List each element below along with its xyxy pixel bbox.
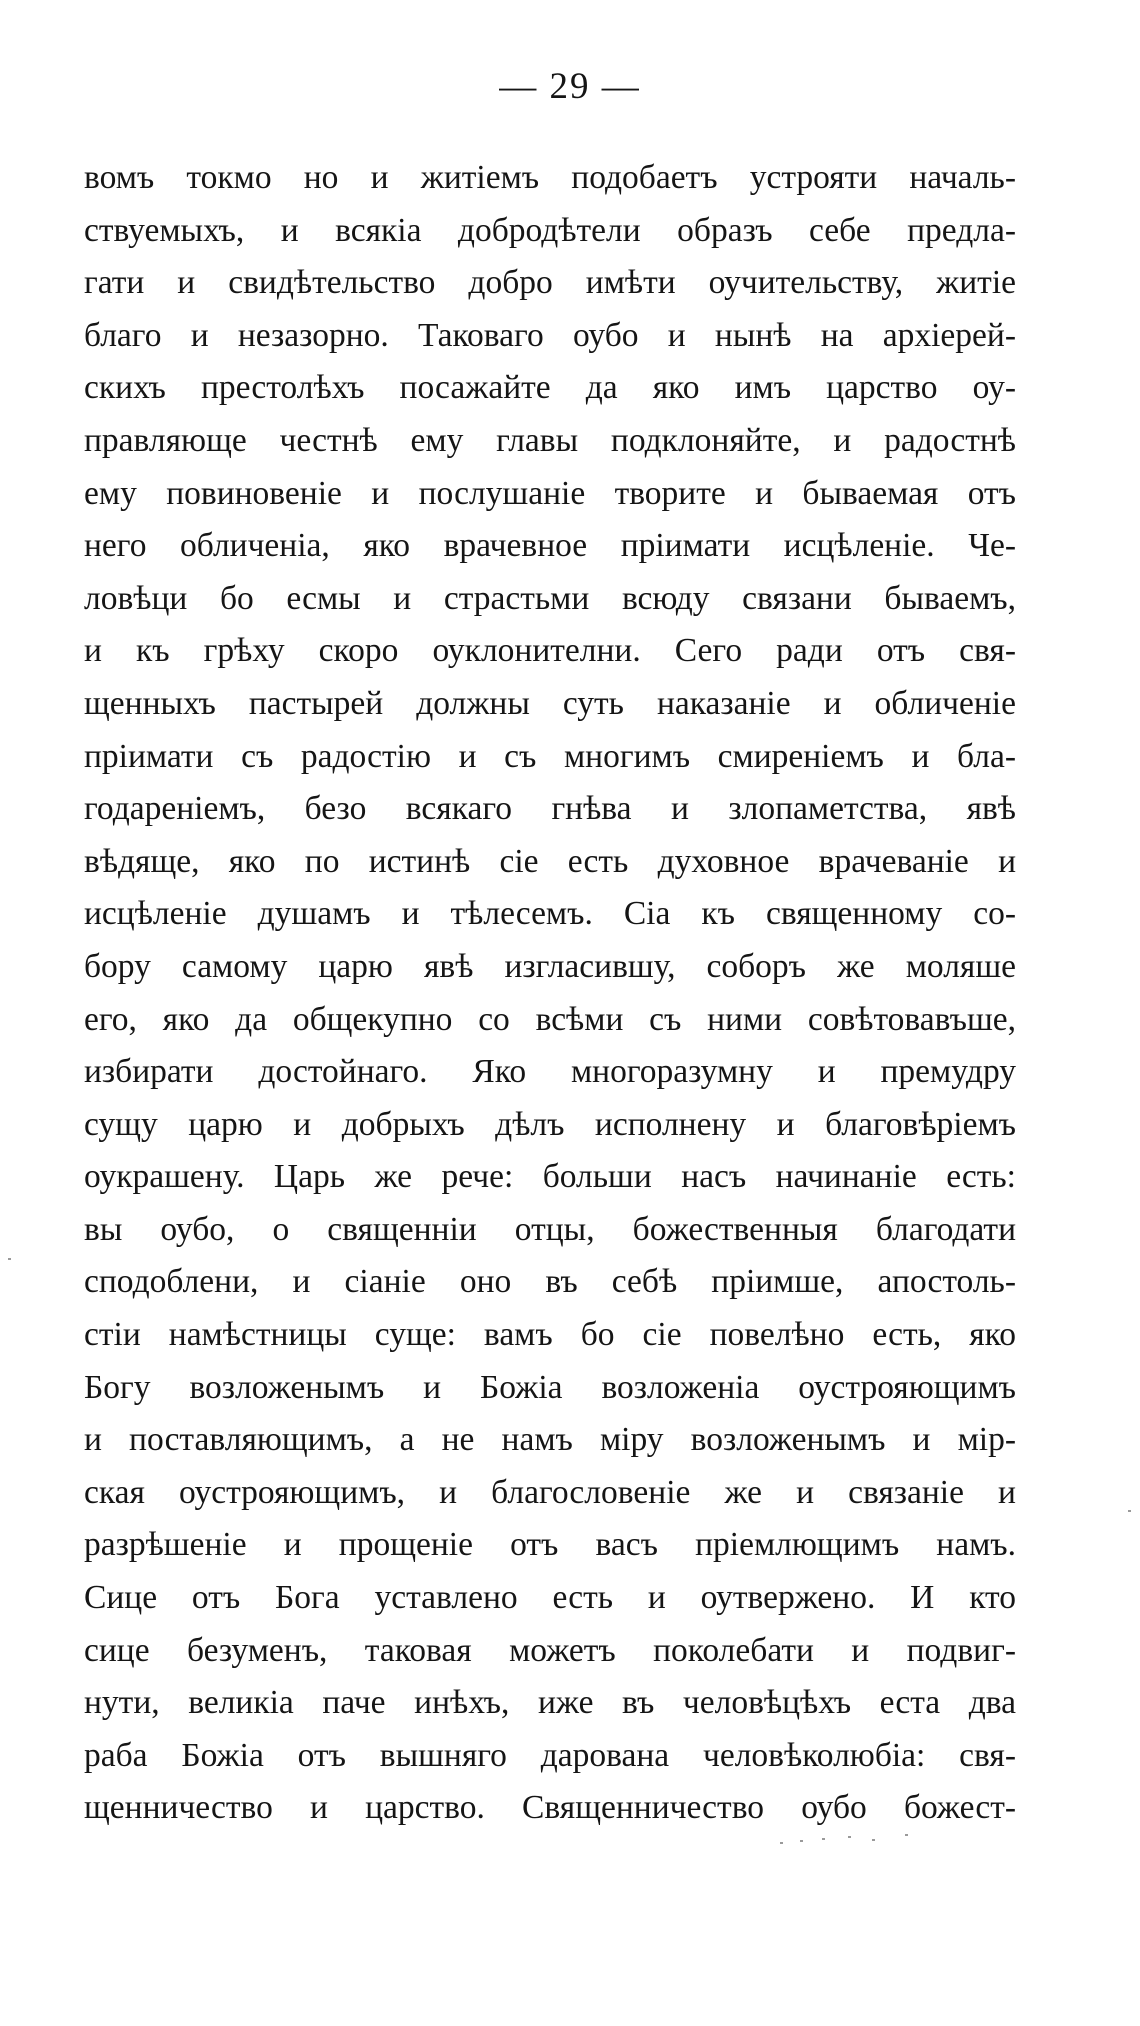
text-line: вы оубо, о священніи отцы, божественныя благодати [84, 1210, 1016, 1248]
page-body-text [84, 152, 1016, 1835]
text-line: исцѣленіе душамъ и тѣлесемъ. Сіа къ священному со- [84, 895, 1016, 933]
text-line: разрѣшеніе и прощеніе отъ васъ пріемлющимъ намъ. [84, 1526, 1016, 1564]
text-line: и поставляющимъ, а не намъ міру возложенымъ и мір- [84, 1421, 1016, 1459]
text-line: ловѣци бо есмы и страстьми всюду связани бываемъ, [84, 579, 1016, 617]
text-line: ему повиновеніе и послушаніе творите и бываемая отъ [84, 474, 1016, 512]
text-line: вѣдяще, яко по истинѣ сіе есть духовное врачеваніе и [84, 842, 1016, 880]
text-line: вомъ токмо но и житіемъ подобаетъ устрояти началь- [84, 159, 1016, 196]
text-line: благо и незазорно. Таковаго оубо и нынѣ на архіерей- [84, 316, 1016, 354]
scan-speck [822, 1838, 825, 1840]
text-line: сподоблени, и сіаніе оно въ себѣ пріимше, апостоль- [84, 1263, 1016, 1301]
text-line: ствуемыхъ, и всякіа добродѣтели образъ себе предла- [84, 211, 1016, 249]
scan-speck [848, 1836, 851, 1838]
text-line: ская оустрояющимъ, и благословеніе же и связаніе и [84, 1473, 1016, 1511]
page-number: — 29 — [499, 66, 641, 107]
text-line: нути, великіа паче инѣхъ, иже въ человѣцѣхъ еста два [84, 1684, 1016, 1722]
scan-speck [872, 1839, 875, 1841]
text-line: годареніемъ, безо всякаго гнѣва и злопаметства, явѣ [84, 790, 1016, 828]
text-line: гати и свидѣтельство добро имѣти оучительству, житіе [84, 264, 1016, 302]
text-line: Сице отъ Бога уставлено есть и оутвержено. И кто [84, 1579, 1016, 1617]
text-line: сице безуменъ, таковая можетъ поколебати и подвиг- [84, 1631, 1016, 1669]
scan-speck [1128, 1510, 1131, 1512]
scan-speck [905, 1834, 908, 1836]
text-line: правляюще честнѣ ему главы подклоняйте, и радостнѣ [84, 421, 1016, 459]
text-line: бору самому царю явѣ изгласившу, соборъ же моляше [84, 947, 1016, 985]
text-line: сущу царю и добрыхъ дѣлъ исполнену и благовѣріемъ [84, 1105, 1016, 1143]
text-line: пріимати съ радостію и съ многимъ смиреніемъ и бла- [84, 737, 1016, 775]
text-line: и къ грѣху скоро оуклонителни. Сего ради отъ свя- [84, 632, 1016, 670]
text-line: него обличеніа, яко врачевное пріимати исцѣленіе. Че- [84, 527, 1016, 565]
text-line: оукрашену. Царь же рече: больши насъ начинаніе есть: [84, 1158, 1016, 1196]
scan-speck [800, 1840, 803, 1842]
scan-speck [8, 1258, 11, 1260]
scan-speck [780, 1842, 783, 1844]
text-line: раба Божіа отъ вышняго дарована человѣколюбіа: свя- [84, 1736, 1016, 1774]
text-line: щенничество и царство. Священничество оубо божест- [84, 1789, 1016, 1827]
text-line: скихъ престолѣхъ посажайте да яко имъ царство оу- [84, 369, 1016, 407]
text-line: стіи намѣстницы суще: вамъ бо сіе повелѣно есть, яко [84, 1316, 1016, 1354]
text-line: избирати достойнаго. Яко многоразумну и премудру [84, 1053, 1016, 1091]
text-line: Богу возложенымъ и Божіа возложеніа оустрояющимъ [84, 1368, 1016, 1406]
text-line: щенныхъ пастырей должны суть наказаніе и обличеніе [84, 684, 1016, 722]
text-line: его, яко да общекупно со всѣми съ ними совѣтовавъше, [84, 1000, 1016, 1038]
